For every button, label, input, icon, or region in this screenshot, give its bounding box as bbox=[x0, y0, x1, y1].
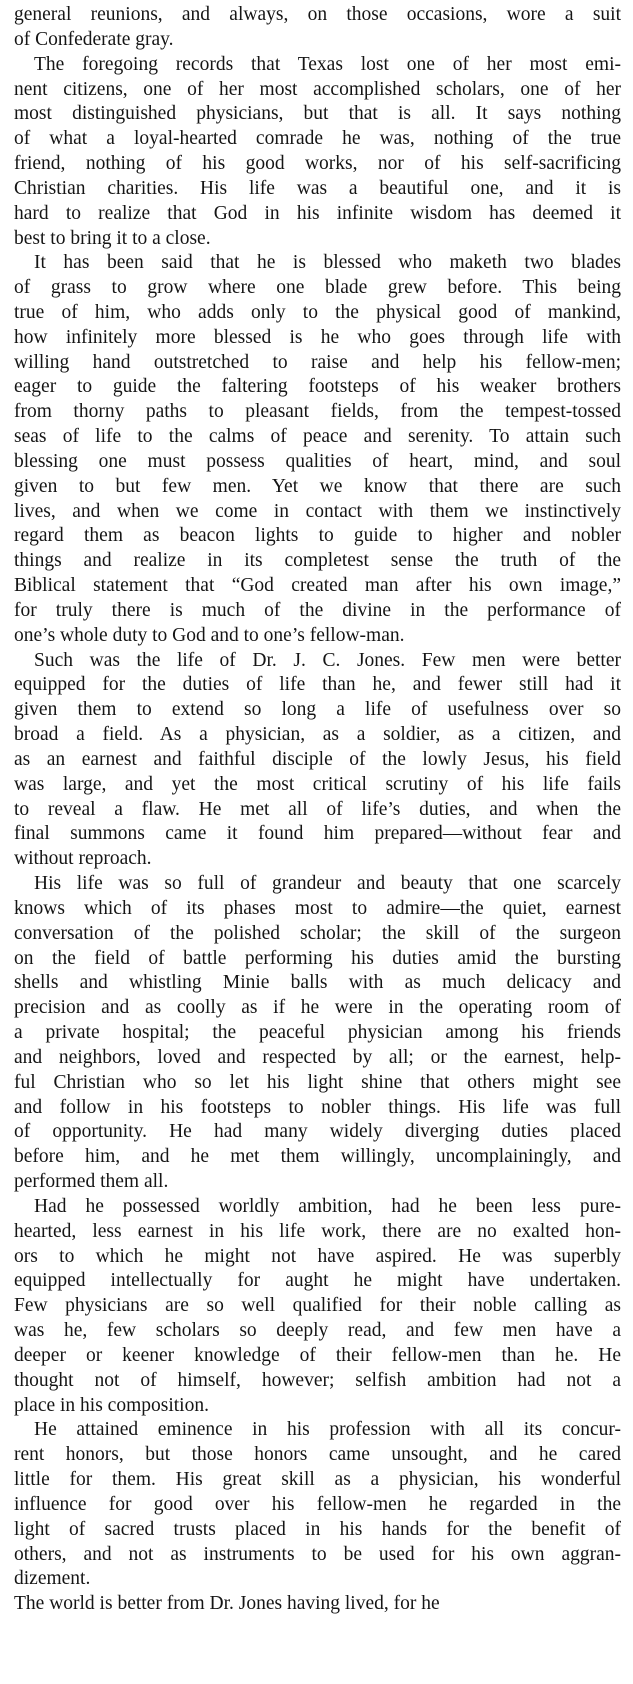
text-line: The foregoing records that Texas lost one of her most emi- bbox=[34, 53, 621, 75]
text-line: best to bring it to a close. bbox=[14, 227, 211, 249]
text-line: shells and whistling Minie balls with as much delicacy and bbox=[14, 972, 621, 994]
text-line: rent honors, but those honors came unsought, and he cared bbox=[14, 1444, 621, 1466]
text-line: of opportunity. He had many widely diverging duties placed bbox=[14, 1121, 621, 1143]
text-line: conversation of the polished scholar; the skill of the surgeon bbox=[14, 922, 621, 944]
text-line: equipped for the duties of life than he, and fewer still had it bbox=[14, 674, 621, 696]
text-line: eager to guide the faltering footsteps of his weaker brothers bbox=[14, 376, 621, 398]
text-line: given to but few men. Yet we know that there are such bbox=[14, 475, 621, 497]
text-line: Had he possessed worldly ambition, had he been less pure- bbox=[34, 1195, 621, 1217]
text-line: of grass to grow where one blade grew before. This being bbox=[14, 277, 621, 299]
text-line: The world is better from Dr. Jones having lived, for he bbox=[14, 1593, 440, 1615]
text-line: deeper or keener knowledge of their fellow-men than he. He bbox=[14, 1344, 621, 1366]
text-line: as an earnest and faithful disciple of the lowly Jesus, his field bbox=[14, 748, 621, 770]
text-line: most distinguished physicians, but that is all. It says nothing bbox=[14, 103, 621, 125]
text-line: Few physicians are so well qualified for their noble calling as bbox=[14, 1295, 621, 1317]
text-line: was he, few scholars so deeply read, and few men have a bbox=[14, 1320, 621, 1341]
text-line: of what a loyal-hearted comrade he was, nothing of the true bbox=[14, 128, 621, 150]
text-line: without reproach. bbox=[14, 848, 152, 870]
text-line: nent citizens, one of her most accomplished scholars, one of her bbox=[14, 78, 621, 100]
text-line: for truly there is much of the divine in the performance of bbox=[14, 599, 621, 621]
text-line: regard them as beacon lights to guide to higher and nobler bbox=[14, 525, 621, 547]
text-line: performed them all. bbox=[14, 1171, 169, 1192]
text-line: one’s whole duty to God and to one’s fellow-man. bbox=[14, 624, 405, 646]
text-line: knows which of its phases most to admire—the quiet, earnest bbox=[14, 897, 621, 919]
text-line: His life was so full of grandeur and beauty that one scarcely bbox=[34, 873, 621, 894]
text-line: influence for good over his fellow-men he regarded in the bbox=[14, 1493, 621, 1515]
text-line: thought not of himself, however; selfish ambition had not a bbox=[14, 1369, 621, 1391]
text-line: lives, and when we come in contact with them we instinctively bbox=[14, 500, 621, 522]
text-line: He attained eminence in his profession with all its concur- bbox=[34, 1419, 621, 1441]
text-line: little for them. His great skill as a physician, his wonderful bbox=[14, 1469, 621, 1490]
text-line: seas of life to the calms of peace and serenity. To attain such bbox=[14, 426, 621, 448]
text-line: given them to extend so long a life of usefulness over so bbox=[14, 699, 621, 721]
text-line: place in his composition. bbox=[14, 1394, 209, 1416]
text-line: to reveal a flaw. He met all of life’s duties, and when the bbox=[14, 798, 621, 820]
text-line: on the field of battle performing his duties amid the bursting bbox=[14, 947, 621, 969]
text-line: true of him, who adds only to the physical good of mankind, bbox=[14, 302, 621, 323]
text-line: Christian charities. His life was a beautiful one, and it is bbox=[14, 177, 621, 199]
text-line: things and realize in its completest sense the truth of the bbox=[14, 550, 621, 572]
text-line: was large, and yet the most critical scrutiny of his life fails bbox=[14, 773, 621, 795]
text-line: hard to realize that God in his infinite wisdom has deemed it bbox=[14, 202, 621, 224]
text-line: and neighbors, loved and respected by all; or the earnest, help- bbox=[14, 1046, 621, 1068]
text-line: of Confederate gray. bbox=[14, 28, 174, 50]
text-line: Such was the life of Dr. J. C. Jones. Few men were better bbox=[34, 649, 621, 671]
text-line: and follow in his footsteps to nobler things. His life was full bbox=[14, 1096, 621, 1118]
text-line: a private hospital; the peaceful physician among his friends bbox=[14, 1022, 621, 1043]
text-line: blessing one must possess qualities of heart, mind, and soul bbox=[14, 450, 621, 472]
text-line: friend, nothing of his good works, nor of his self-sacrificing bbox=[14, 153, 621, 174]
text-line: hearted, less earnest in his life work, there are no exalted hon- bbox=[14, 1220, 621, 1242]
text-line: Biblical statement that “God created man after his own image,” bbox=[14, 575, 621, 597]
text-line: ors to which he might not have aspired. He was superbly bbox=[14, 1245, 621, 1267]
text-line: others, and not as instruments to be used for his own aggran- bbox=[14, 1543, 621, 1565]
text-line: general reunions, and always, on those occasions, wore a suit bbox=[14, 4, 621, 25]
text-line: equipped intellectually for aught he might have undertaken. bbox=[14, 1270, 621, 1292]
text-line: dizement. bbox=[14, 1568, 91, 1590]
text-line: how infinitely more blessed is he who goes through life with bbox=[14, 326, 621, 348]
text-line: precision and as coolly as if he were in the operating room of bbox=[14, 997, 621, 1019]
text-line: ful Christian who so let his light shine that others might see bbox=[14, 1071, 621, 1093]
text-line: It has been said that he is blessed who maketh two blades bbox=[34, 252, 621, 274]
text-line: light of sacred trusts placed in his hands for the benefit of bbox=[14, 1518, 621, 1540]
text-line: willing hand outstretched to raise and help his fellow-men; bbox=[14, 351, 621, 373]
text-line: before him, and he met them willingly, uncomplainingly, and bbox=[14, 1146, 621, 1168]
text-line: broad a field. As a physician, as a soldier, as a citizen, and bbox=[14, 724, 621, 746]
text-line: from thorny paths to pleasant fields, from the tempest-tossed bbox=[14, 401, 621, 423]
text-line: final summons came it found him prepared—without fear and bbox=[14, 823, 621, 845]
